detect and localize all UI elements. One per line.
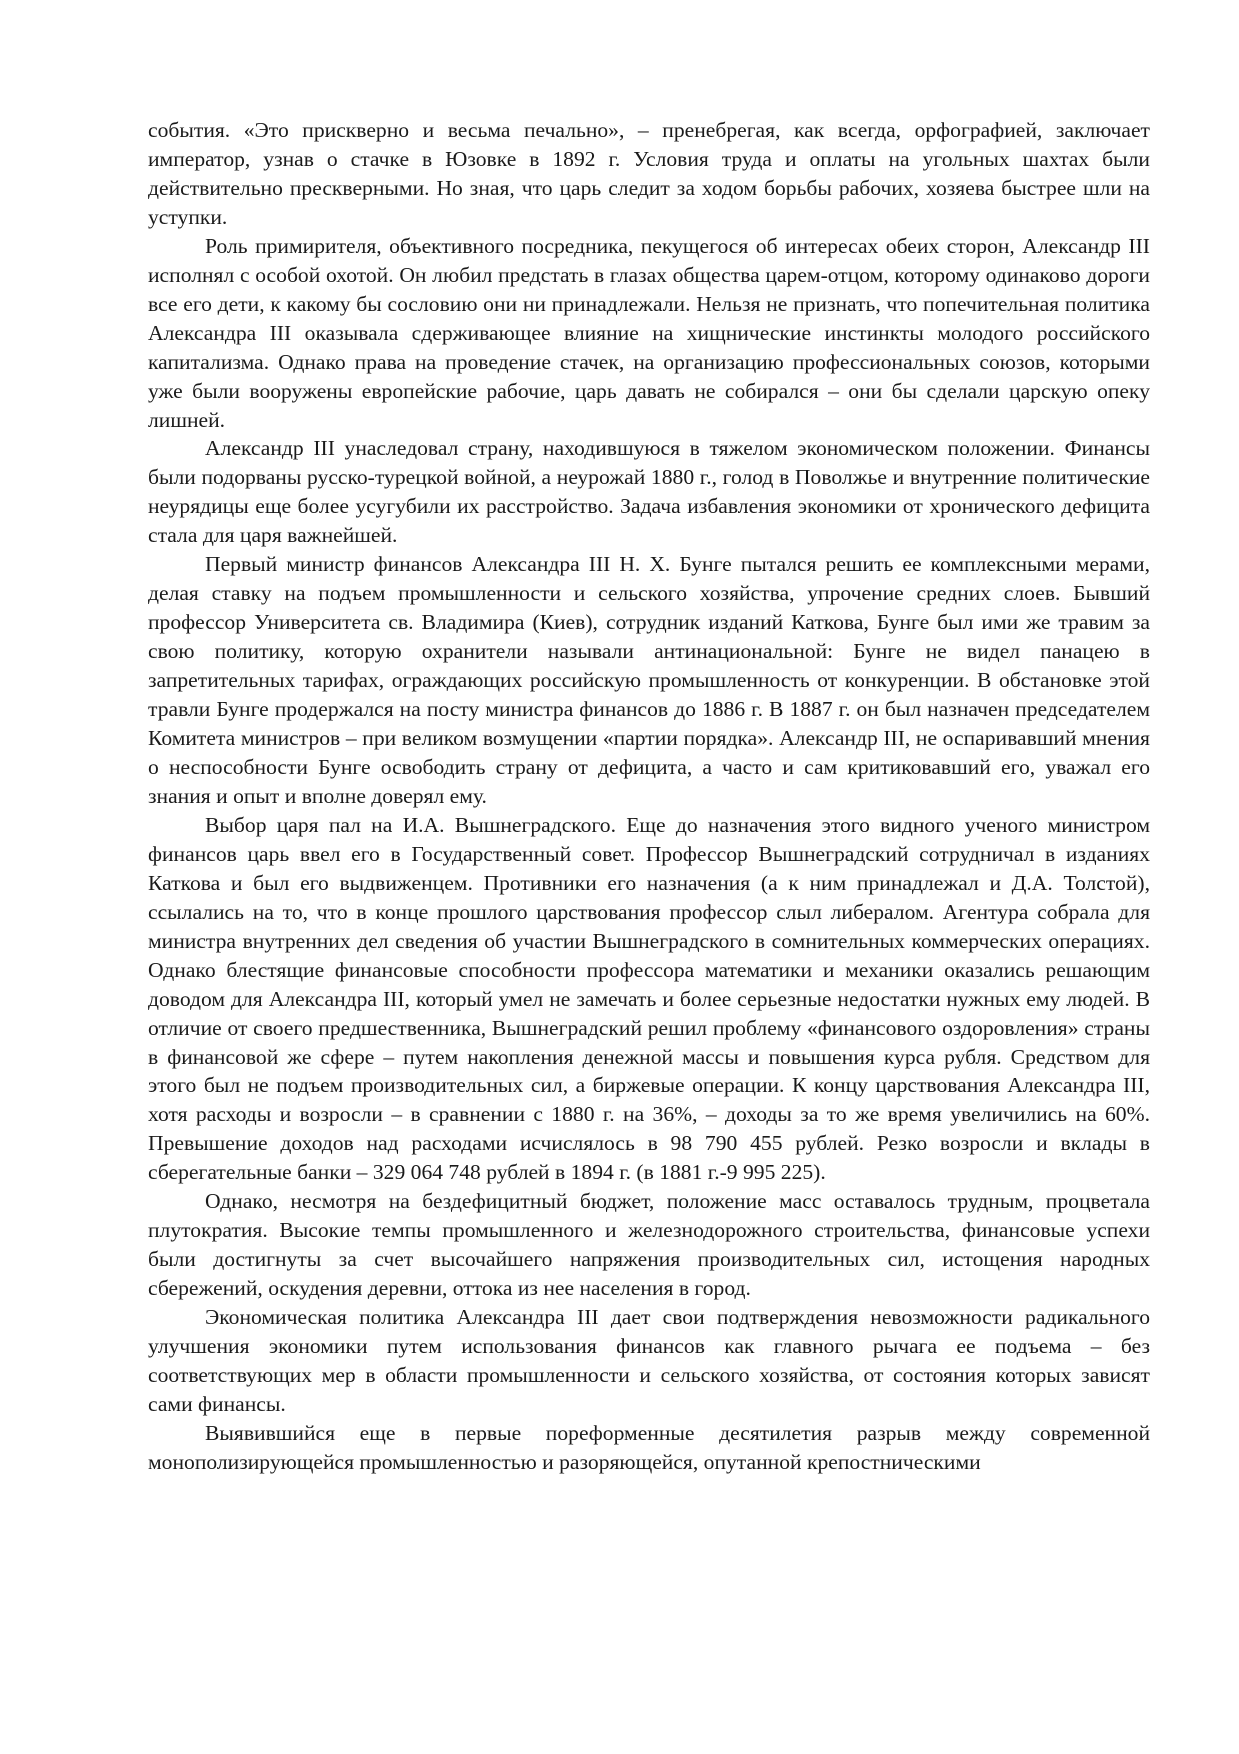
paragraph-3: Александр III унаследовал страну, находившуюся в тяжелом экономическом положении. Финансы были подорваны русско-турецкой войной, а неурожай 1880 г., голод в Поволжье и внутренние политические неурядицы еще более усугубили их расстройство. Задача избавления экономики от хронического дефицита стала для царя важнейшей. <box>148 436 1150 548</box>
paragraph-4: Первый министр финансов Александра III Н. Х. Бунге пытался решить ее комплексными мерами, делая ставку на подъем промышленности и сельского хозяйства, упрочение средних слоев. Бывший профессор Университета св. Владимира (Киев), сотрудник изданий Каткова, Бунге был ими же травим за свою политику, которую охранители называли антинациональной: Бунге не видел панацею в запретительных тарифах, ограждающих российскую промышленность от конкуренции. В обстановке этой травли Бунге продержался на посту министра финансов до 1886 г. В 1887 г. он был назначен председателем Комитета министров – при великом возмущении «партии порядка». Александр III, не оспаривавший мнения о неспособности Бунге освободить страну от дефицита, а часто и сам критиковавший его, уважал его знания и опыт и вполне доверял ему. <box>148 552 1150 808</box>
paragraph-6: Однако, несмотря на бездефицитный бюджет, положение масс оставалось трудным, процветала плутократия. Высокие темпы промышленного и железнодорожного строительства, финансовые успехи были достигнуты за счет высочайшего напряжения производительных сил, истощения народных сбережений, оскудения деревни, оттока из нее населения в город. <box>148 1189 1150 1301</box>
paragraph-8: Выявившийся еще в первые пореформенные десятилетия разрыв между современной монополизирующейся промышленностью и разоряющейся, опутанной крепостническими <box>148 1420 1150 1474</box>
document-page <box>148 116 1150 1477</box>
paragraph-5: Выбор царя пал на И.А. Вышнеградского. Еще до назначения этого видного ученого министром финансов царь ввел его в Государственный совет. Профессор Вышнеградский сотрудничал в изданиях Каткова и был его выдвиженцем. Противники его назначения (а к ним принадлежал и Д.А. Толстой), ссылались на то, что в конце прошлого царствования профессор слыл либералом. Агентура собрала для министра внутренних дел сведения об участии Вышнеградского в сомнительных коммерческих операциях. Однако блестящие финансовые способности профессора математики и механики оказались решающим доводом для Александра III, который умел не замечать и более серьезные недостатки нужных ему людей. В отличие от своего предшественника, Вышнеградский решил проблему «финансового оздоровления» страны в финансовой же сфере – путем накопления денежной массы и повышения курса рубля. Средством для этого был не подъем производительных сил, а биржевые операции. К концу царствования Александра III, хотя расходы и возросли – в сравнении с 1880 г. на 36%, – доходы за то же время увеличились на 60%. Превышение доходов над расходами исчислялось в 98 790 455 рублей. Резко возросли и вклады в сберегательные банки – 329 064 748 рублей в 1894 г. (в 1881 г.-9 995 225). <box>148 812 1150 1185</box>
paragraph-1: события. «Это прискверно и весьма печально», – пренебрегая, как всегда, орфографией, заключает император, узнав о стачке в Юзовке в 1892 г. Условия труда и оплаты на угольных шахтах были действительно прескверными. Но зная, что царь следит за ходом борьбы рабочих, хозяева быстрее шли на уступки. <box>148 118 1150 229</box>
paragraph-7: Экономическая политика Александра III дает свои подтверждения невозможности радикального улучшения экономики путем использования финансов как главного рычага ее подъема – без соответствующих мер в области промышленности и сельского хозяйства, от состояния которых зависят сами финансы. <box>148 1305 1150 1416</box>
paragraph-2: Роль примирителя, объективного посредника, пекущегося об интересах обеих сторон, Александр III исполнял с особой охотой. Он любил предстать в глазах общества царем-отцом, которому одинаково дороги все его дети, к какому бы сословию они ни принадлежали. Нельзя не признать, что попечительная политика Александра III оказывала сдерживающее влияние на хищнические инстинкты молодого российского капитализма. Однако права на проведение стачек, на организацию профессиональных союзов, которыми уже были вооружены европейские рабочие, царь давать не собирался – они бы сделали царскую опеку лишней. <box>148 233 1150 432</box>
